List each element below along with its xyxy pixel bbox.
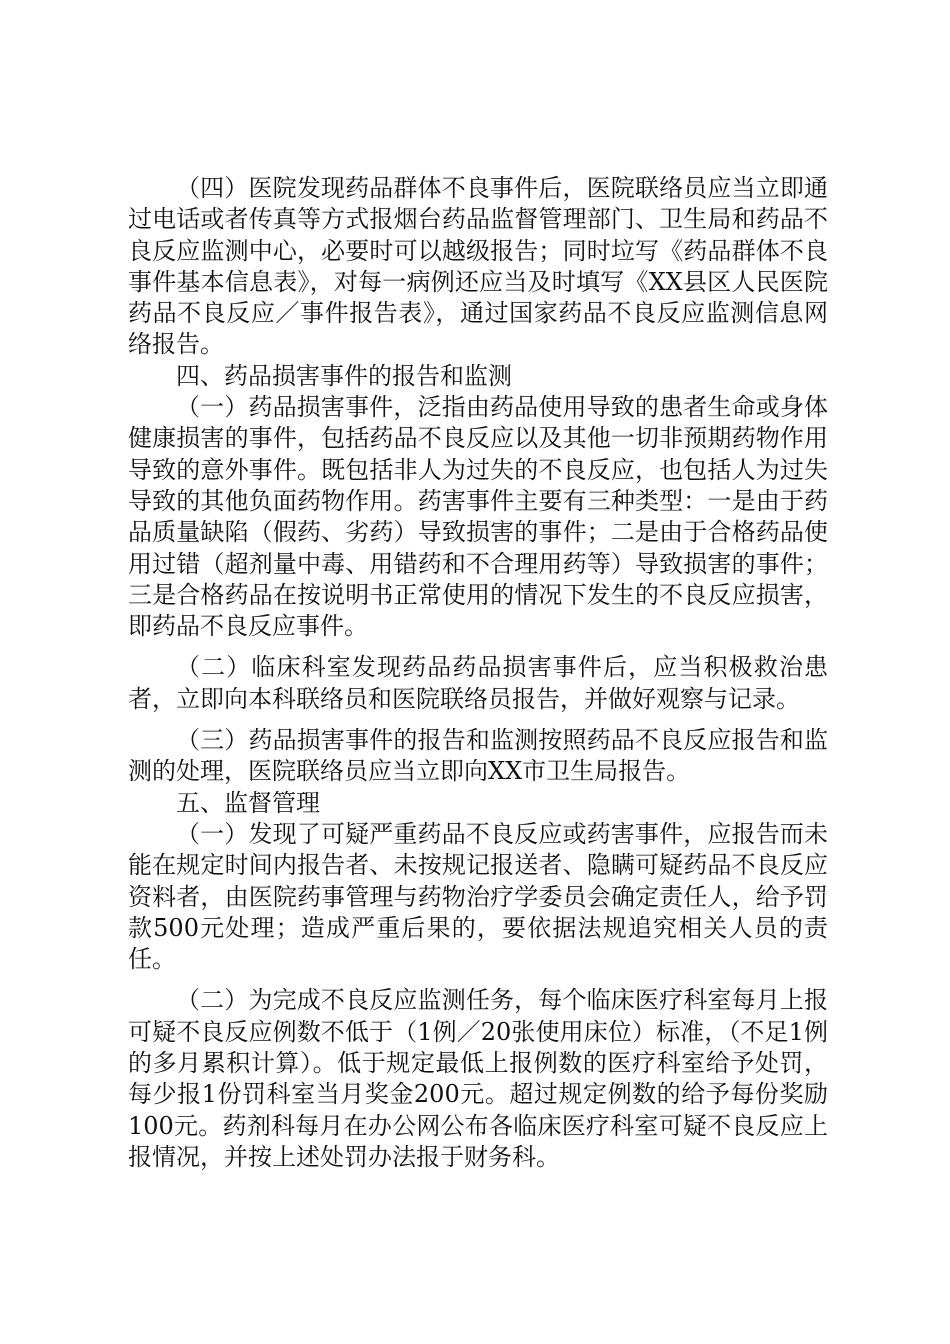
section-heading-four: 四、药品损害事件的报告和监测 [176,361,512,390]
paragraph-group-incident-report: （四）医院发现药品群体不良事件后，医院联络员应当立即通过电话或者传真等方式报烟台药品监督管理部门、卫生局和药品不良反应监测中心，必要时可以越级报告；同时垃写《药品群体不良事件基本信息表》，对每一病例还应当及时填写《XX县区人民医院药品不良反应／事件报告表》，通过国家药品不良反应监测信息网络报告。 [128,174,828,359]
paragraph-reporting-monitoring: （三）药品损害事件的报告和监测按照药品不良反应报告和监测的处理，医院联络员应当立即向XX市卫生局报告。 [128,726,828,786]
paragraph-drug-harm-definition: （一）药品损害事件，泛指由药品使用导致的患者生命或身体健康损害的事件，包括药品不良反应以及其他一切非预期药物作用导致的意外事件。既包括非人为过失的不良反应，也包括人为过失导致的其他负面药物作用。药害事件主要有三种类型：一是由于药品质量缺陷（假药、劣药）导致损害的事件；二是由于合格药品使用过错（超剂量中毒、用错药和不合理用药等）导致损害的事件；三是合格药品在按说明书正常使用的情况下发生的不良反应损害，即药品不良反应事件。 [128,393,828,641]
paragraph-clinical-department: （二）临床科室发现药品药品损害事件后，应当积极救治患者，立即向本科联络员和医院联络员报告，并做好观察与记录。 [128,653,828,713]
paragraph-reporting-quota: （二）为完成不良反应监测任务，每个临床医疗科室每月上报可疑不良反应例数不低于（1例／20张使用床位）标准，（不足1例的多月累积计算）。低于规定最低上报例数的医疗科室给予处罚，每少报1份罚科室当月奖金200元。超过规定例数的给予每份奖励100元。药剂科每月在办公网公布各临床医疗科室可疑不良反应上报情况，并按上述处罚办法报于财务科。 [128,986,828,1171]
paragraph-penalty: （一）发现了可疑严重药品不良反应或药害事件，应报告而未能在规定时间内报告者、未按规记报送者、隐瞒可疑药品不良反应资料者，由医院药事管理与药物治疗学委员会确定责任人，给予罚款500元处理；造成严重后果的，要依据法规追究相关人员的责任。 [128,819,828,974]
section-heading-five: 五、监督管理 [176,788,320,817]
document-body [128,173,828,1173]
